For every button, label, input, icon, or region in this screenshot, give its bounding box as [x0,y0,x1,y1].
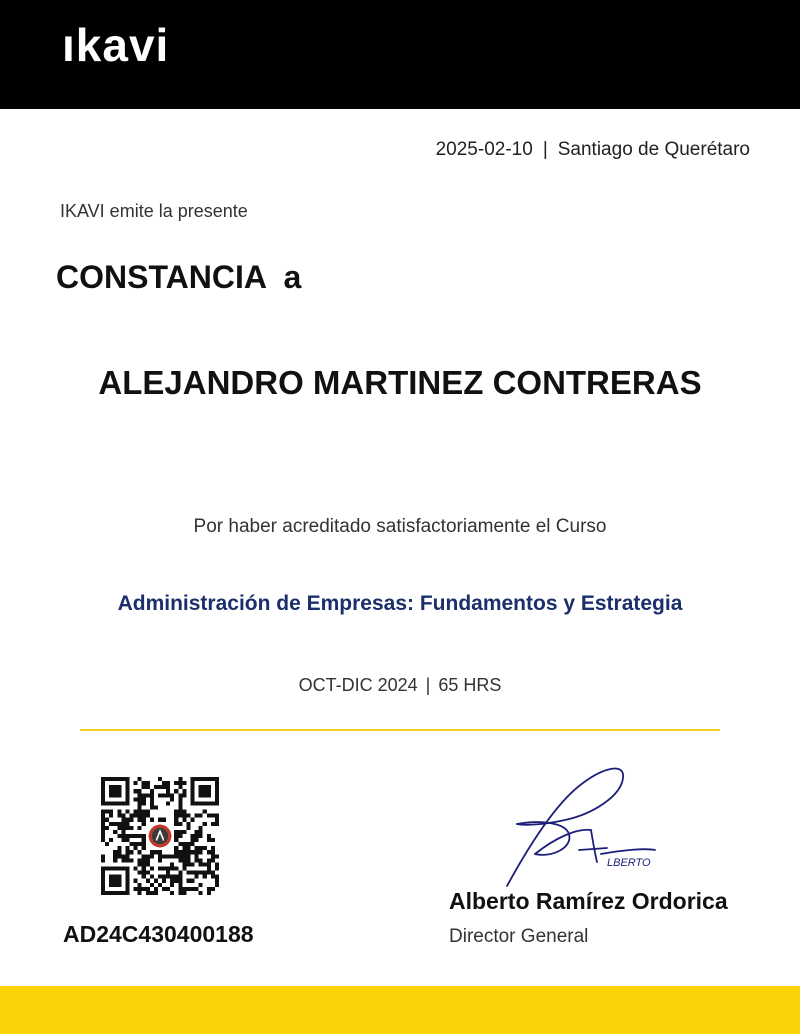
dateline [436,139,750,161]
ikavi-logo: ıkavi [62,19,170,71]
certificate-code: AD24C430400188 [63,921,254,947]
signature-text: LBERTO [607,857,651,869]
course-name: Administración de Empresas: Fundamentos y Estrategia [117,592,683,615]
issue-city: Santiago de Querétaro [557,139,750,160]
signer-title: Director General [449,926,589,947]
footer-bar [0,986,800,1034]
signature-image [495,758,665,890]
issue-date: 2025-02-10 [435,139,533,160]
qr-code-graphic [100,777,220,895]
title-suffix: a [283,259,302,295]
dateline-separator: | [542,139,548,160]
course-hours: 65 HRS [438,675,502,695]
header-bar [0,0,800,109]
signature-graphic [495,758,665,890]
reason-text: Por haber acreditado satisfactoriamente el Curso [193,516,607,537]
course-period [0,675,800,696]
recipient-name: ALEJANDRO MARTINEZ CONTRERAS [98,364,702,401]
course-dates: OCT-DIC 2024 [298,675,418,695]
certificate-title [56,259,301,296]
qr-code-icon[interactable] [100,777,220,895]
period-separator: | [425,675,431,695]
intro-text: IKAVI emite la presente [60,201,248,221]
title-word: CONSTANCIA [56,259,266,295]
signer-name: Alberto Ramírez Ordorica [449,888,728,914]
divider-line [80,729,720,731]
